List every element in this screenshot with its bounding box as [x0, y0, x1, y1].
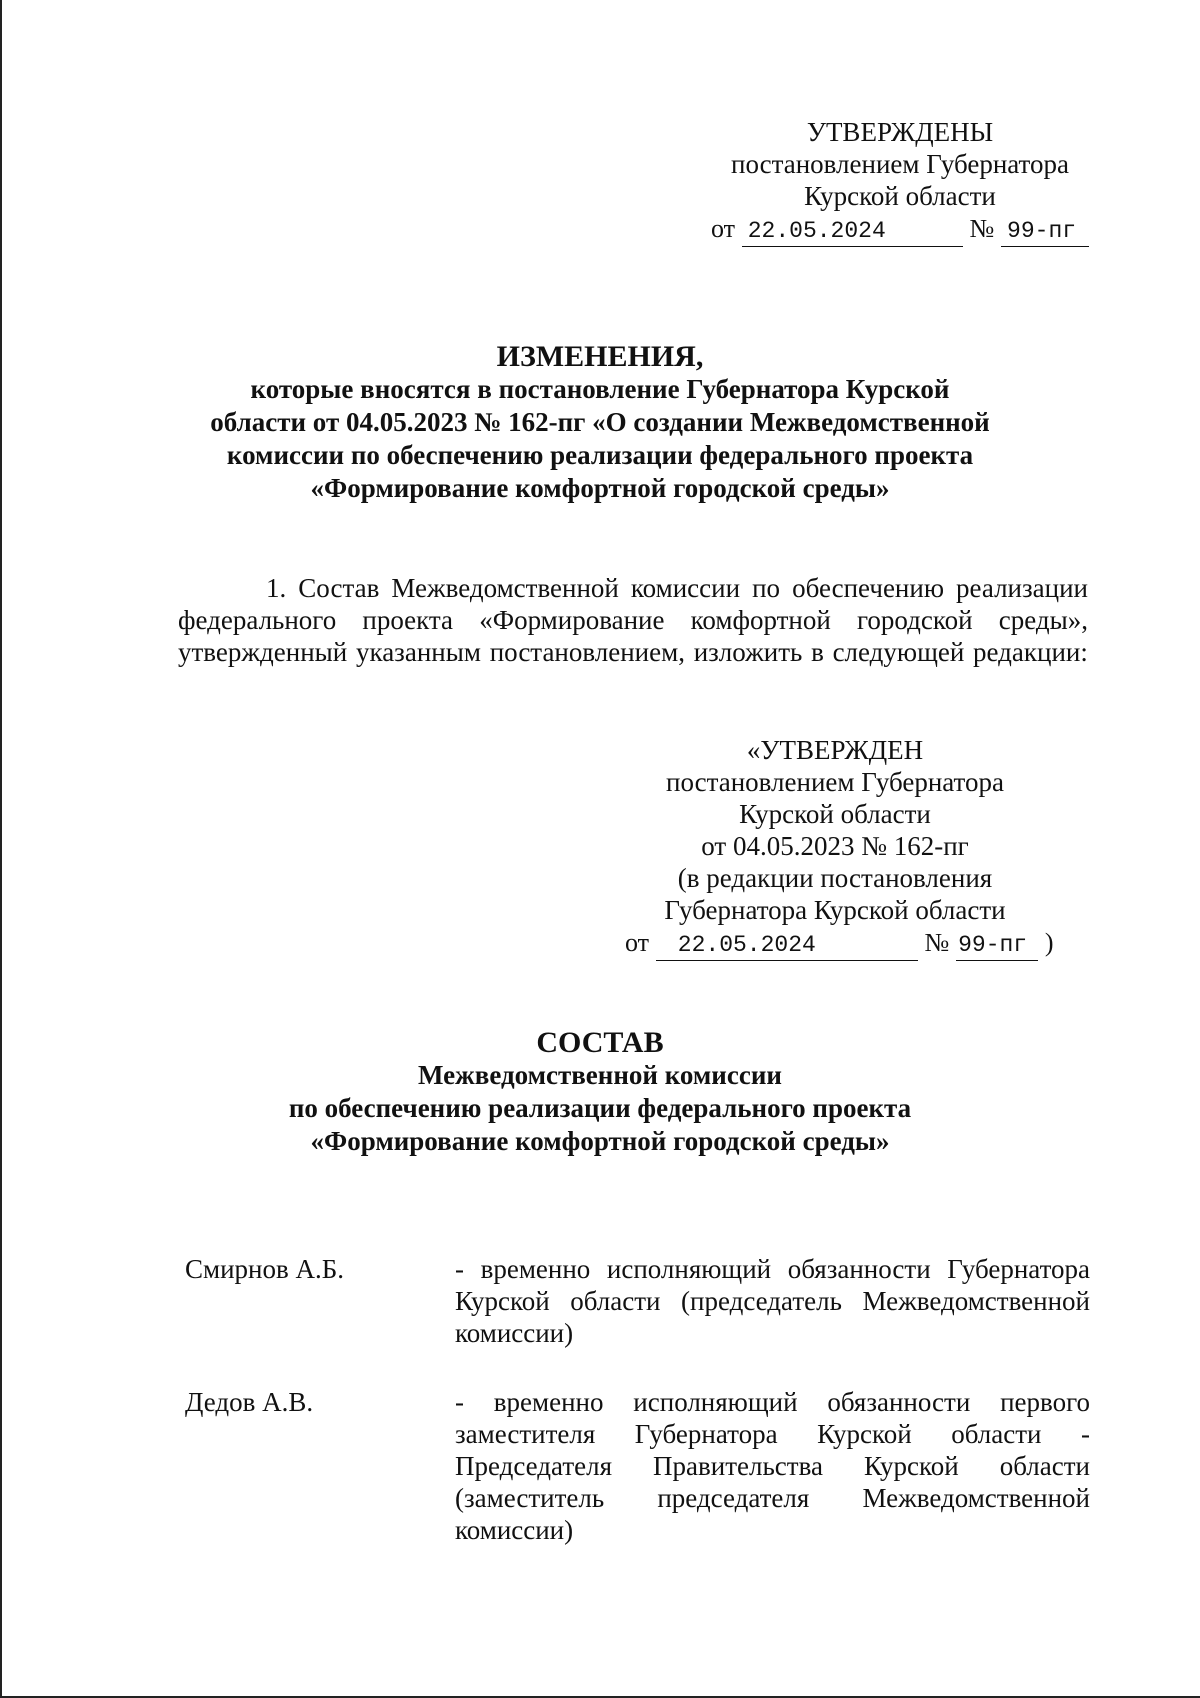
changes-subtitle-line: «Формирование комфортной городской среды» — [310, 473, 890, 503]
composition-subtitle-line: Межведомственной комиссии — [418, 1060, 782, 1090]
approval-line: Губернатора Курской области — [664, 895, 1006, 925]
approval-line: постановлением Губернатора — [731, 149, 1069, 179]
changes-subtitle-line: области от 04.05.2023 № 162-пг «О создании Межведомственной — [210, 407, 990, 437]
approval-date-line — [690, 212, 1110, 247]
closing-bracket: ) — [1044, 928, 1054, 957]
changes-subtitle-line: которые вносятся в постановление Губернатора Курской — [250, 374, 950, 404]
composition-heading: СОСТАВ — [536, 1026, 664, 1059]
approval-line: Курской области — [804, 181, 996, 211]
approval-line: от 04.05.2023 № 162-пг — [701, 831, 969, 861]
paragraph-1: 1. Состав Межведомственной комиссии по обеспечению реализации федерального проекта «Формирование комфортной городской среды», утвержденный указанным постановлением, изложить в следующей редакции: — [178, 573, 1088, 667]
number-prefix: № — [924, 928, 950, 957]
approval-line: Курской области — [739, 799, 931, 829]
date-prefix: от — [625, 928, 650, 957]
approval-date-line — [625, 926, 1054, 961]
composition-subtitle-line: по обеспечению реализации федерального проекта — [288, 1093, 912, 1123]
number-prefix: № — [969, 214, 995, 243]
approval-stamp-inner — [625, 734, 1054, 961]
changes-title — [0, 340, 1200, 505]
member-role: - временно исполняющий обязанности Губернатора Курской области (председатель Межведомственной комиссии) — [455, 1254, 1090, 1348]
member-name: Смирнов А.Б. — [185, 1254, 344, 1284]
approval-date: 22.05.2024 — [742, 216, 963, 247]
approval-title: «УТВЕРЖДЕН — [746, 735, 924, 765]
approval-date: 22.05.2024 — [656, 930, 918, 961]
approval-title: УТВЕРЖДЕНЫ — [806, 117, 994, 147]
member-name: Дедов А.В. — [185, 1387, 314, 1417]
approval-number: 99-пг — [956, 930, 1038, 961]
member-role: - временно исполняющий обязанности первого заместителя Губернатора Курской области - Председателя Правительства Курской области (заместитель председателя Межведомственной комиссии) — [455, 1387, 1090, 1545]
approval-number: 99-пг — [1001, 216, 1089, 247]
approval-stamp-top — [690, 116, 1110, 247]
composition-subtitle-line: «Формирование комфортной городской среды» — [310, 1126, 890, 1156]
approval-line: постановлением Губернатора — [666, 767, 1004, 797]
composition-title — [0, 1026, 1200, 1158]
changes-subtitle-line: комиссии по обеспечению реализации федерального проекта — [226, 440, 974, 470]
changes-heading: ИЗМЕНЕНИЯ, — [496, 340, 704, 373]
date-prefix: от — [710, 214, 735, 243]
approval-line: (в редакции постановления — [677, 863, 993, 893]
